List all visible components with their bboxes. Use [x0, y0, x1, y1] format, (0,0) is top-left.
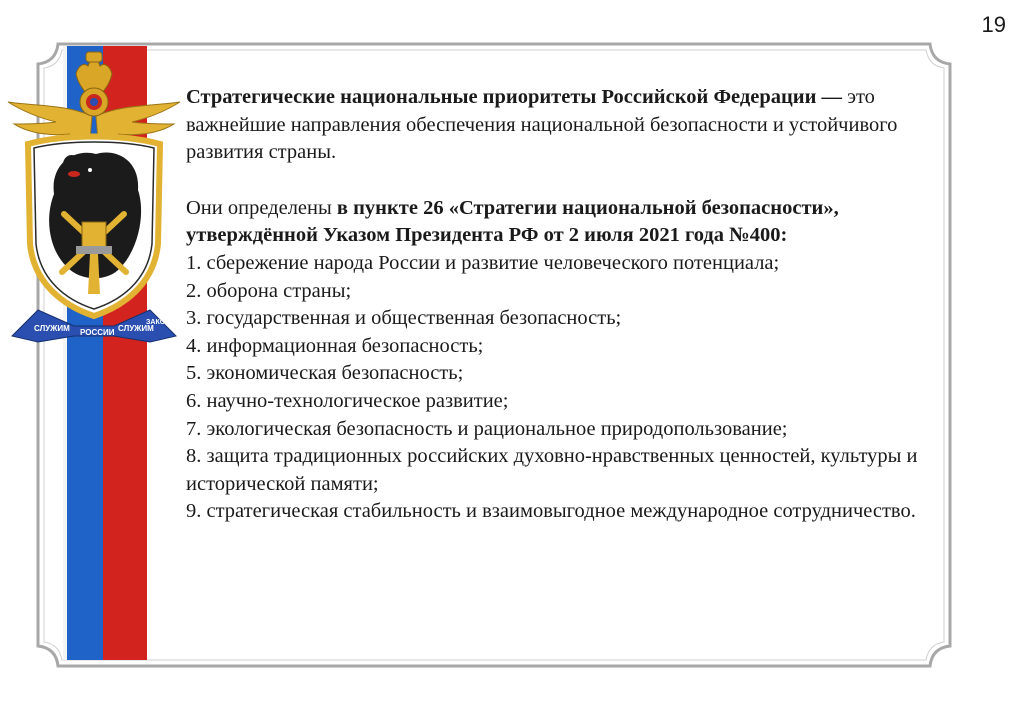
intro-end: :: [780, 224, 788, 247]
definition-term: Стратегические национальные приоритеты Российской Федерации —: [186, 86, 843, 108]
list-item: 3. государственная и общественная безопасность;: [186, 307, 622, 330]
ribbon-text-left: СЛУЖИМ: [34, 324, 70, 333]
intro-paragraph: [186, 195, 956, 250]
list-item: 6. научно-технологическое развитие;: [186, 389, 509, 412]
list-item: 9. стратегическая стабильность и взаимовыгодное международное сотрудничество.: [186, 500, 916, 523]
list-item: 4. информационная безопасность;: [186, 334, 484, 357]
list-item: 5. экономическая безопасность;: [186, 362, 464, 385]
list-item: 1. сбережение народа России и развитие человеческого потенциала;: [186, 251, 780, 274]
ribbon-text-far-right: ЗАКОНУ: [146, 319, 175, 326]
ribbon-text-right: СЛУЖИМ: [118, 324, 154, 333]
slide-number: 19: [981, 12, 1006, 37]
police-emblem-icon: [4, 44, 184, 344]
list-item: 8. защита традиционных российских духовно-нравственных ценностей, культуры и исторической памяти;: [186, 445, 918, 495]
slide-content: [186, 84, 956, 526]
ribbon-text-center: РОССИИ: [80, 328, 115, 337]
intro-bold: в пункте 26 «Стратегии национальной безопасности», утверждённой Указом Президента РФ от 2 июля 2021 года №400: [186, 196, 839, 247]
list-item: 7. экологическая безопасность и рациональное природопользование;: [186, 417, 788, 440]
list-item: 2. оборона страны;: [186, 279, 352, 302]
intro-plain: Они определены: [186, 196, 337, 219]
priorities-list: [186, 250, 956, 526]
definition-text: это важнейшие направления обеспечения национальной безопасности и устойчивого развития страны.: [186, 86, 898, 164]
definition-paragraph: [186, 84, 956, 167]
